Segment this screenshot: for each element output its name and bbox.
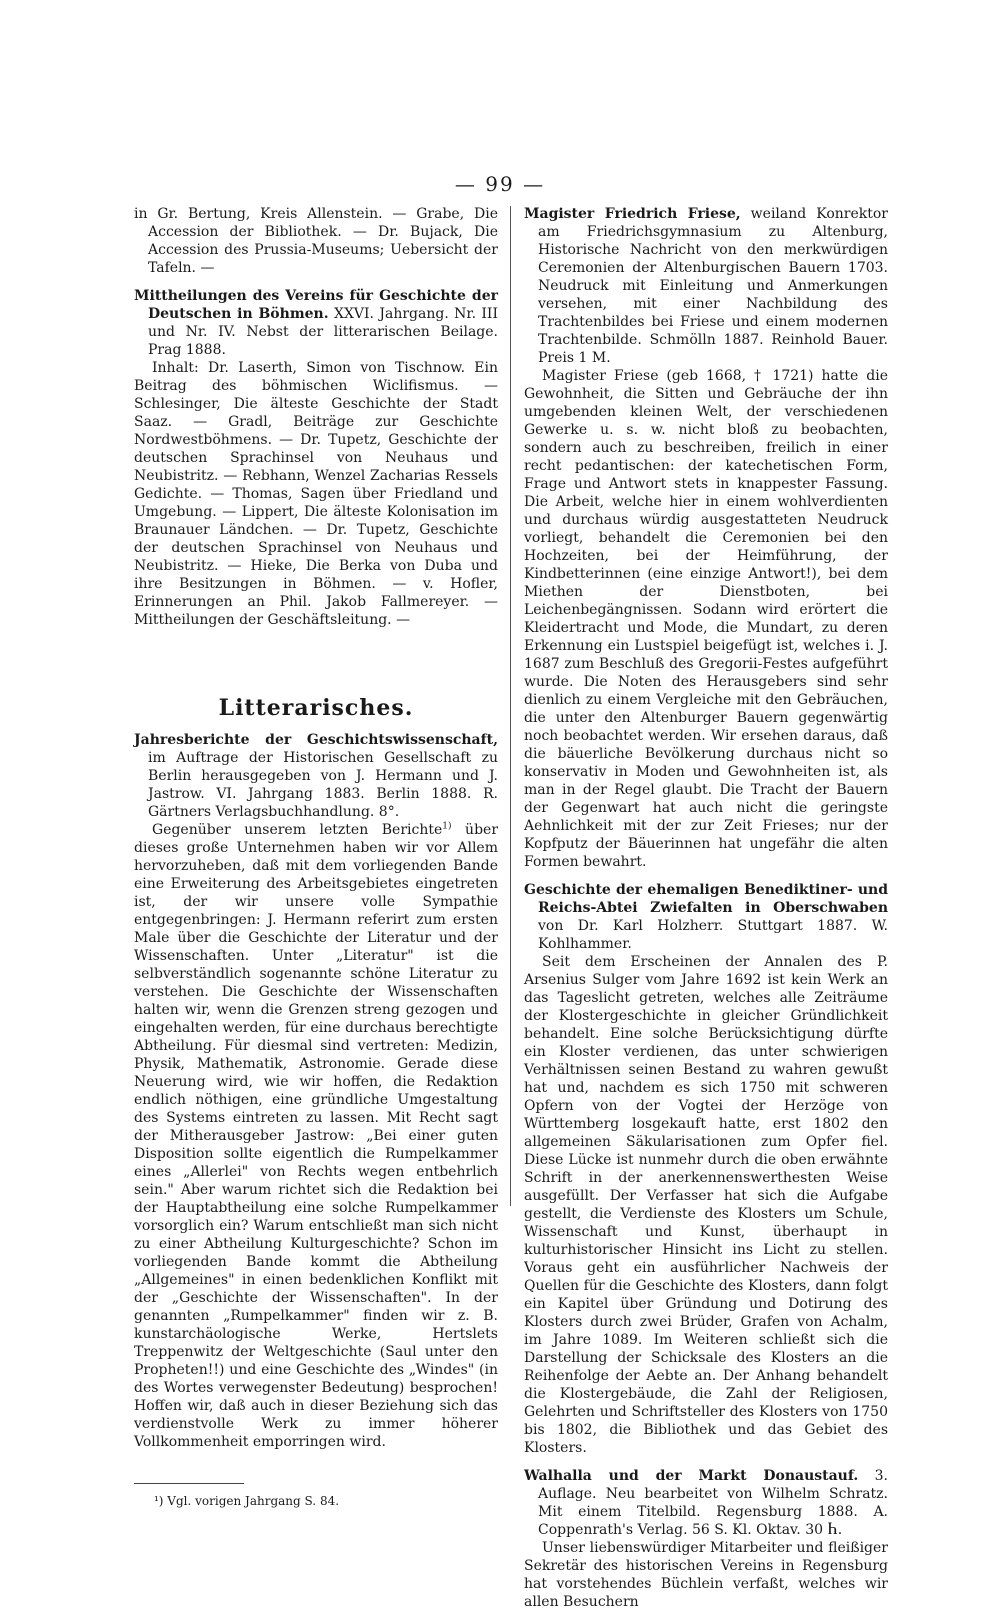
entry-citation-jahresberichte — [134, 731, 498, 821]
column-divider — [510, 206, 511, 1206]
left-column — [134, 205, 498, 1509]
review-text-start: Gegenüber unserem letzten Berichte — [152, 822, 443, 838]
page-number: — 99 — — [454, 172, 546, 196]
entry-title: Jahresberichte der Geschichtswissenschaft, — [134, 732, 498, 748]
entry-title: Geschichte der ehemaligen Benediktiner- und Reichs-Abtei Zwiefalten in Oberschwaben — [524, 882, 888, 916]
footnote: ¹) Vgl. vorigen Jahrgang S. 84. — [154, 1494, 340, 1508]
review-body: Magister Friese (geb 1668, † 1721) hatte die Gewohnheit, die Sitten und Gebräuche der ihn umgebenden kleinen Welt, der verschiedenen Gewerke u. s. w. nicht bloß zu beobachten, sondern auch zu beschreiben, freilich in einer recht pedantischen: der katechetischen Form, Frage und Antwort stets in knappester Fassung. Die Arbeit, welche hier in einem wohlverdienten und durchaus würdig ausgestatteten Neudruck vorliegt, behandelt die Ceremonien bei den Hochzeiten, bei der Heimführung, der Kindbetterinnen (eine einzige Antwort!), bei dem Miethen der Dienstboten, bei Leichenbegängnissen. Sodann wird erörtert die Kleidertracht und Mode, die Mundart, zu deren Erkennung ein Lustspiel beigefügt ist, welches i. J. 1687 zum Beschluß des Gregorii-Festes aufgeführt wurde. Die Noten des Herausgebers sind sehr dienlich zu einem Vergleiche mit den Gebräuchen, die unter den Altenburger Bauern gegenwärtig noch beobachtet werden. Wir ersehen daraus, daß die bäuerliche Bevölkerung durchaus nicht so konservativ in Moden und Gewohnheiten ist, als man in der Regel glaubt. Die Tracht der Bauern der Gegenwart hat auch nicht die geringste Aehnlichkeit mit der zur Zeit Frieses; nur der Kopfputz der Bäuerinnen hat ungefähr die alten Formen bewahrt. — [524, 368, 888, 870]
entry-details: 3. Auflage. Neu bearbeitet von Wilhelm Schratz. Mit einem Titelbild. Regensburg 1888. A. Coppenrath's Verlag. 56 S. Kl. Oktav. 30 Ⴙ. — [538, 1468, 888, 1538]
continued-paragraph: in Gr. Bertung, Kreis Allenstein. — Grabe, Die Accession der Bibliothek. — Dr. Bujack, Die Accession des Prussia-Museums; Uebersicht der Tafeln. — — [134, 206, 498, 276]
entry-citation-friese — [524, 205, 888, 367]
entry-title: Magister Friedrich Friese, — [524, 206, 741, 222]
entry-details: von Dr. Karl Holzherr. Stuttgart 1887. W. Kohlhammer. — [538, 918, 888, 952]
review-body — [134, 821, 498, 1451]
entry-contents: Inhalt: Dr. Laserth, Simon von Tischnow. Ein Beitrag des böhmischen Wiclifismus. — Schlesinger, Die älteste Geschichte der Stadt Saaz. — Gradl, Beiträge zur Geschichte Nordwestböhmens. — Dr. Tupetz, Geschichte der deutschen Sprachinsel von Neuhaus und Neubistritz. — Rebhann, Wenzel Zacharias Ressels Gedichte. — Thomas, Sagen über Friedland und Umgebung. — Lippert, Die älteste Kolonisation im Braunauer Ländchen. — Dr. Tupetz, Geschichte der deutschen Sprachinsel von Neuhaus und Neubistritz. — Hieke, Die Berka von Duba und ihre Besitzungen in Böhmen. — v. Hofler, Erinnerungen an Phil. Jakob Fallmereyer. — Mittheilungen der Geschäftsleitung. — — [134, 360, 498, 628]
right-column — [524, 205, 888, 1611]
review-body: Unser liebenswürdiger Mitarbeiter und fleißiger Sekretär des historischen Vereins in Regensburg hat vorstehendes Büchlein verfaßt, welches wir allen Besuchern — [524, 1540, 888, 1610]
entry-title: Mittheilungen des Vereins für Geschichte der Deutschen in Böhmen. — [134, 288, 498, 322]
review-text-rest: über dieses große Unternehmen haben wir vor Allem hervorzuheben, daß mit dem vorliegenden Bande eine Erweiterung des Arbeitsgebietes eingetreten ist, der wir unsere volle Sympathie entgegenbringen: J. Hermann referirt zum ersten Male über die Geschichte der Literatur und der Wissenschaften. Unter „Literatur" ist die selbverständlich sogenannte schöne Literatur zu verstehen. Die Geschichte der Wissenschaften halten wir, wenn die Grenzen streng gezogen und eingehalten werden, für eine durchaus berechtigte Abtheilung. Für diesmal sind vertreten: Medizin, Physik, Mathematik, Astronomie. Gerade diese Neuerung wird, wie wir hoffen, die Redaktion endlich nöthigen, eine gründliche Umgestaltung des Systems eintreten zu lassen. Mit Recht sagt der Mitherausgeber Jastrow: „Bei einer guten Disposition sollte eigentlich die Rumpelkammer eines „Allerlei" von Rechts wegen entbehrlich sein." Aber warum richtet sich die Redaktion bei der Hauptabtheilung eine solche Rumpelkammer vorsorglich ein? Warum entschließt man sich nicht zu einer Abtheilung Kulturgeschichte? Schon im vorliegenden Bande kommt die Abtheilung „Allgemeines" in einen bedenklichen Konflikt mit der „Geschichte der Wissenschaften". In der genannten „Rumpelkammer" finden wir z. B. kunstarchäologische Werke, Hertslets Treppenwitz der Weltgeschichte (Saul unter den Propheten!!) und eine Geschichte des „Windes" (in des Wortes verwegenster Bedeutung) besprochen! Hoffen wir, daß auch in dieser Beziehung sich das verdienstvolle Werk zu immer höherer Vollkommenheit emporringen wird. — [134, 822, 499, 1450]
footnote-marker: 1) — [442, 821, 452, 832]
section-title: Litterarisches. — [218, 695, 414, 721]
entry-citation-walhalla — [524, 1467, 888, 1539]
entry-citation-zwiefalten — [524, 881, 888, 953]
footnote-divider — [134, 1483, 244, 1484]
entry-details: im Auftrage der Historischen Gesellschaft zu Berlin herausgegeben von J. Hermann und J. Jastrow. VI. Jahrgang 1883. Berlin 1888. R. Gärtners Verlagsbuchhandlung. 8°. — [148, 750, 498, 820]
entry-citation-mittheilungen — [134, 287, 498, 359]
review-body: Seit dem Erscheinen der Annalen des P. Arsenius Sulger vom Jahre 1692 ist kein Werk an das Tageslicht getreten, welches alle Zeiträume der Klostergeschichte in gleicher Gründlichkeit behandelt. Eine solche Berücksichtigung dürfte ein Kloster verdienen, das unter schwierigen Verhältnissen seinen Bestand zu wahren gewußt hat und, nachdem es sich 1750 mit schweren Opfern von der Vogtei der Herzöge von Württemberg losgekauft hatte, erst 1802 den allgemeinen Säkularisationen zum Opfer fiel. Diese Lücke ist nunmehr durch die oben erwähnte Schrift in der anerkennenswerthesten Weise ausgefüllt. Der Verfasser hat sich die Aufgabe gestellt, die Verdienste des Klosters um Schule, Wissenschaft und Kunst, überhaupt in kulturhistorischer Hinsicht ins Licht zu stellen. Voraus geht ein ausführlicher Nachweis der Quellen für die Geschichte des Klosters, dann folgt ein Kapitel über Gründung und Dotirung des Klosters durch zwei Brüder, Grafen von Achalm, im Jahre 1089. Im Weiteren schließt sich die Darstellung der Schicksale des Klosters an die Reihenfolge der Aebte an. Der Anhang behandelt die Klostergebäude, die Zahl der Religiosen, Gelehrten und Schriftsteller des Klosters von 1750 bis 1802, die Bibliothek und das Gebiet des Klosters. — [524, 954, 888, 1456]
entry-title: Walhalla und der Markt Donaustauf. — [524, 1468, 859, 1484]
entry-details: weiland Konrektor am Friedrichsgymnasium zu Altenburg, Historische Nachricht von den merkwürdigen Ceremonien der Altenburgischen Bauern 1703. Neudruck mit Einleitung und Anmerkungen versehen, mit einer Nachbildung des Trachtenbildes bei Friese und einem modernen Trachtenbilde. Schmölln 1887. Reinhold Bauer. Preis 1 M. — [538, 206, 888, 366]
entry-details: XXVI. Jahrgang. Nr. III und Nr. IV. Nebst der litterarischen Beilage. Prag 1888. — [148, 306, 498, 358]
